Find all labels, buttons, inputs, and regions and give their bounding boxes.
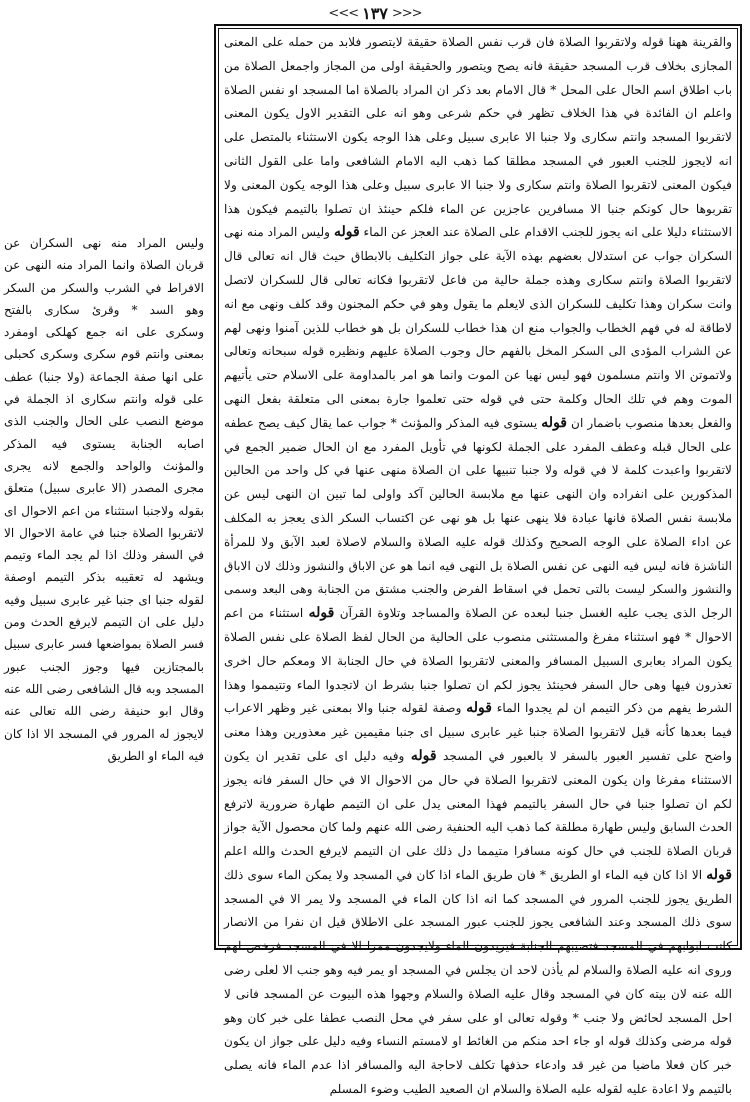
main-paragraph-5: وصفة لقوله جنبا والا بمعنى غير وظهر الاعراب فيما بعدها كأنه قيل لاتقربوا الصلاة جنبا غير عابرى سبيل اى جنبا مقيمين غير معذورين وهذا معنى واضح على تفسير العبور بالسفر لا بالعبور في المسجد bbox=[224, 701, 732, 763]
page-number: ١٣٧ bbox=[362, 3, 388, 23]
margin-paragraph-1: وليس المراد منه نهى السكران عن قربان الصلاة وانما المراد منه النهى عن الافراط في الشرب والسكر من السكر وهو السد * وقرئ سكارى بالفتح وسكرى على انه جمع كهلكى اومفرد بمعنى وانتم قوم سكرى وسكرى كحبلى على انها صفة الجماعة (ولا جنبا) عطف على قوله وانتم سكارى اذ الجملة في موضع النصب على الحال والجنب الذى اصابه الجنابة يستوى فيه المذكر والمؤنث والواحد والجمع لانه يجرى مجرى المصدر (الا عابرى سبيل) متعلق بقوله ولاجنبا استثناء من اعم الاحوال اى لاتقربوا الصلاة جنبا في عامة الاحوال الا في السفر وذلك اذا لم يجد الماء وتيمم ويشهد له تعقيبه بذكر التيمم اوصفة لقوله جنبا اى جنبا غير عابرى سبيل وفيه دليل على ان التيمم لايرفع الحدث ومن فسر الصلاة بمواضعها فسر عابرى سبيل بالمجتازين فيها وجوز الجنب عبور المسجد وبه قال الشافعى رضى الله عنه وقال ابو حنيفة رضى الله تعالى عنه لايجوز له المرور في المسجد الا اذا كان فيه الماء او الطريق bbox=[4, 236, 204, 763]
main-text-frame bbox=[214, 24, 742, 1097]
main-paragraph-6: وفيه دليل اى على تقدير ان يكون الاستثناء مفرغا وان يكون المعنى لاتقربوا الصلاة في حال من الاحوال الا في حال السفر فانه يجوز لكم ان تصلوا جنبا في حال السفر بالتيمم فهذا المعنى يدل على ان التيمم طهارة ضرورية لاترفع الحدث السابق وليس طهارة مطلقة كما ذهب اليه الحنفية رضى الله عنهم ولما كان محصول الآية جواز قربان الصلاة للجنب في حال كونه مسافرا متيمما دل ذلك على ان التيمم لايرفع الحدث والله اعلم bbox=[224, 748, 732, 859]
keyword-qawluhu-2: قوله bbox=[541, 414, 567, 431]
main-paragraph-7: الا اذا كان فيه الماء او الطريق * فان طريق الماء اذا كان في المسجد ولا يمكن الماء سوى ذلك الطريق يجوز للجنب المرور في المسجد كما انه اذا كان الماء في المسجد ولا يمر الا في المسجد سوى ذلك المسجد وعند الشافعى يجوز للجنب عبور المسجد على الاطلاق قيل ان نفرا من الانصار كانت ابوابهم في المسجد فتصيبهم الجنابة فيريدون الماء ولايجدون ممرا الا في المسجد فرخص لهم وروى انه عليه الصلاة والسلام لم يأذن لاحد ان يجلس في المسجد او يمر فيه وهو جنب الا لعلى رضى الله عنه لان بيته كان في المسجد وقال عليه الصلاة والسلام وجهوا هذه البيوت عن المسجد فانى لا احل المسجد لحائض ولا جنب * وقوله تعالى او على سفر في محل النصب عطفا على خبر كان وهو قوله مرضى وكذلك قوله او جاء احد منكم من الغائط او لامستم النساء وفيه دليل على جواز ان يكون خبر كان فعلا ماضيا من غير قد وادعاء حذفها تكلف لاحاجة اليه والمسافر اذا عدم الماء فانه يصلى بالتيمم ولا اعادة عليه لقوله عليه الصلاة والسلام ان الصعيد الطيب وضوء المسلم bbox=[224, 867, 732, 1097]
main-paragraph-4: استثناء من اعم الاحوال * فهو استثناء مفرغ والمستثنى منصوب على الحالية من الحال لفظ الصلاة على نفس الصلاة يكون المراد بعابرى السبيل المسافر والمعنى لاتقربوا الصلاة في حال الجنابة الا ومعكم حال اخرى تعذرون فيها وهى حال السفر فحينئذ يجوز لكم ان تصلوا جنبا بشرط ان لاتجدوا الماء وتتيمموا وهذا الشرط يفهم من ذكر التيمم ان لم يجدوا الماء bbox=[224, 606, 732, 716]
keyword-qawluhu-1: قوله bbox=[333, 224, 360, 241]
keyword-qawluhu-6: قوله bbox=[706, 866, 732, 883]
main-paragraph-3: يستوى فيه المذكر والمؤنث * جواب عما يقال كيف يصح عطفه على الحال قبله وعطف المفرد على الجملة لكونها في تأويل المفرد مع ان الحال ضمير الجمع في لاتقربوا واعبدت كلمة لا في قوله ولا جنبا تنبيها على ان الصلاة منهى عنها في كل واحد من الحالين المذكورين على انفراده وان النهى عنها مع ملابسة الحالين آكد واولى لما تبين ان النهى ليس عن ملابسة نفس الصلاة فانها عبادة فلا ينهى عنها بل هو نهى عن اكتساب السكر الذى يعجز به المكلف عن اداء الصلاة على الوجه الصحيح وكذلك قوله عليه الصلاة والسلام لاصلاة لعبد الآبق ولا للمرأة الناشزة فانه ليس فيه النهى عن نفس الصلاة بل النهى فيه انما هو عن الاباق والنشوز وذلك لان الاباق والنشوز والسكر ليست بالتى تحمل في اسقاط الفرض والجنب مشتق من الجنابة وهى البعد وسمى الرجل الذى يجب عليه الغسل جنبا لبعده عن الصلاة والمساجد وتلاوة القرآن bbox=[224, 415, 733, 621]
ornament-left-icon: <<< bbox=[328, 5, 359, 21]
margin-text bbox=[4, 232, 204, 763]
keyword-qawluhu-4: قوله bbox=[466, 700, 492, 717]
main-paragraph-2: وليس المراد منه نهى السكران جواب عن استدلال بعضهم بهذه الآية على جواز التكليف بالابطاق حيث قال انه تعالى قال لاتقربوا الصلاة وانتم سكارى وهذه جملة حالية من فاعل لاتقربوا فكانه تعالى قال للسكران لاتصل وانت سكران وهذا تكليف للسكران الذى لايعلم ما يقول وهو في حكم المجنون وقد كلف ونهى مع انه لاطاقة له في فهم الخطاب والجواب منع ان هذا خطاب للسكران بل هو خطاب للذين آمنوا ونهى لهم عن الشراب المؤدى الى السكر المخل بالفهم حال وجوب الصلاة عليهم ونظيره قوله سبحانه وتعالى ولاتموتن الا وانتم مسلمون فهو ليس نهيا عن الموت وانما هو امر بالمداومة على الاسلام حتى يأتيهم الموت وهم في تلك الحال وكلمة حتى في قوله حتى تعلموا جارة بمعنى الى متعلقة بفعل النهى والفعل بعدها منصوب باضمار ان bbox=[224, 225, 733, 430]
page-header bbox=[310, 2, 440, 24]
ornament-right-icon: >>> bbox=[391, 5, 422, 21]
main-commentary bbox=[224, 31, 733, 1097]
keyword-qawluhu-5: قوله bbox=[410, 747, 437, 764]
main-paragraph-1: والقرينة ههنا قوله ولاتقربوا الصلاة فان قرب نفس الصلاة حقيقة لايتصور فلابد من حمله على المعنى المجازى بخلاف قرب المسجد حقيقة فانه يصح ويتصور والحقيقة اولى من المجاز واجمعل الصلاة من باب اطلاق اسم الحال على المحل * قال الامام بعد ذكر ان المراد بالصلاة اما المسجد او نفس الصلاة واعلم ان الفائدة في هذا الخلاف تظهر في حكم شرعى وهو انه على التقدير الاول يكون المعنى لاتقربوا المسجد وانتم سكارى ولا جنبا الا عابرى سبيل وعلى هذا الوجه يكون الاستثناء بالمتصل على انه لايجوز للجنب العبور في المسجد مطلقا كما ذهب اليه الامام الشافعى واما على القول الثانى فيكون المعنى لاتقربوا الصلاة وانتم سكارى ولا جنبا الا عابرى سبيل وعلى هذا الوجه يكون المعنى ولا تقربوها حال كونكم جنبا الا مسافرين عاجزين عن الماء فلكم حينئذ ان تصلوا بالتيمم فيكون هذا الاستثناء دليلا على انه يجوز للجنب الاقدام على الصلاة عند العجز عن الماء bbox=[224, 35, 733, 240]
keyword-qawluhu-3: قوله bbox=[308, 605, 335, 622]
